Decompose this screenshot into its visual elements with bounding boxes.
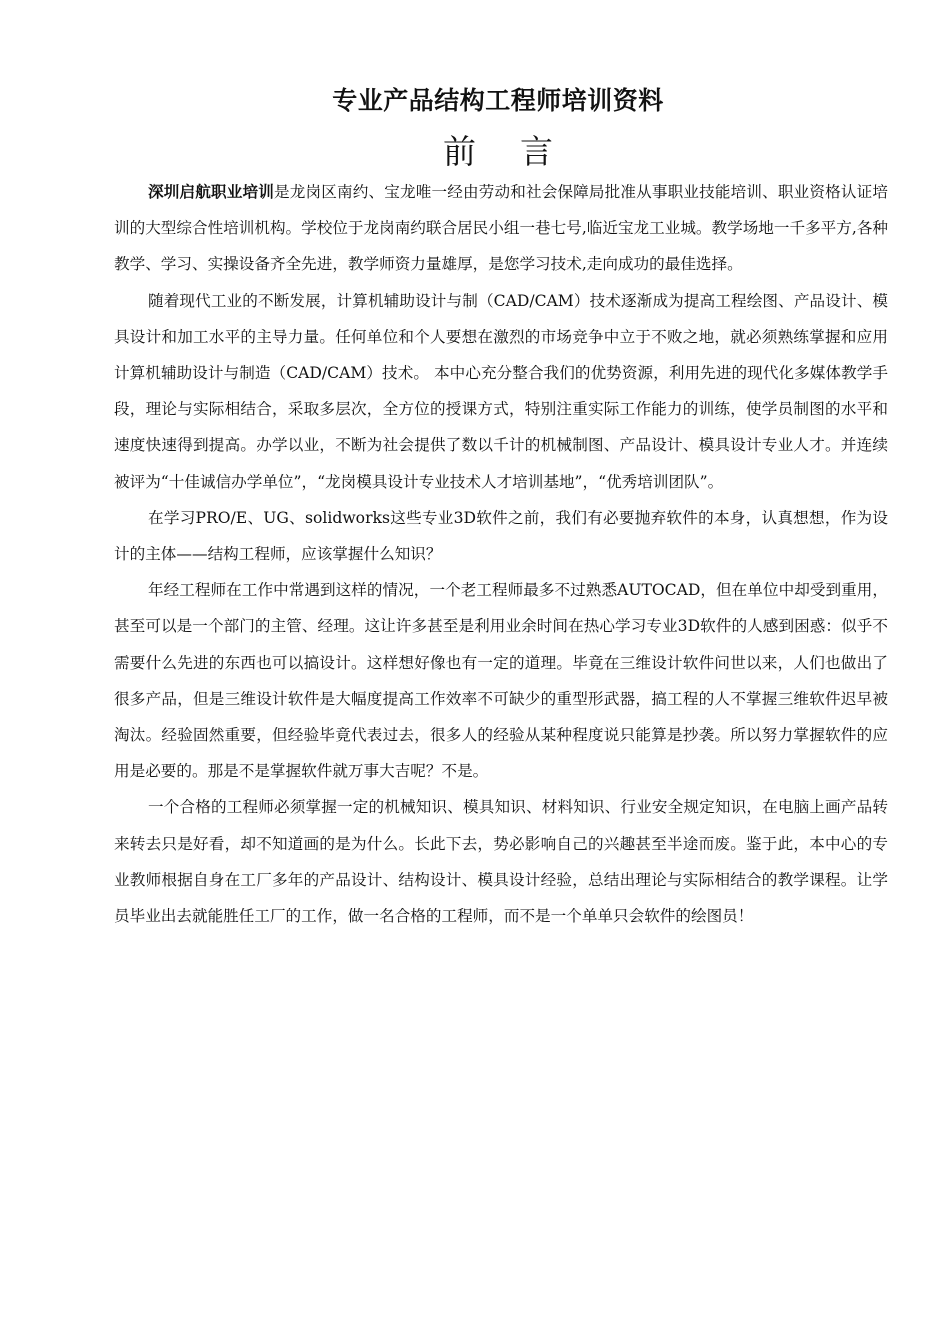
- paragraph-engineer-experience: [114, 572, 888, 789]
- document-body: [114, 174, 888, 934]
- heading-char: 前: [443, 132, 476, 171]
- paragraph-text: 年经工程师在工作中常遇到这样的情况，一个老工程师最多不过熟悉AUTOCAD，但在单位中却受到重用，甚至可以是一个部门的主管、经理。这让许多甚至是利用业余时间在热心学习专业3D软件的人感到困惑：似乎不需要什么先进的东西也可以搞设计。这样想好像也有一定的道理。毕竟在三维设计软件问世以来，人们也做出了很多产品，但是三维设计软件是大幅度提高工作效率不可缺少的重型形武器，搞工程的人不掌握三维软件迟早被淘汰。经验固然重要，但经验毕竟代表过去，很多人的经验从某种程度说只能算是抄袭。所以努力掌握软件的应用是必要的。那是不是掌握软件就万事大吉呢？不是。: [114, 581, 888, 781]
- paragraph-cad-cam: [114, 283, 888, 500]
- paragraph-text: 随着现代工业的不断发展，计算机辅助设计与制（CAD/CAM）技术逐渐成为提高工程绘图、产品设计、模具设计和加工水平的主导力量。任何单位和个人要想在激烈的市场竞争中立于不败之地，就必须熟练掌握和应用计算机辅助设计与制造（CAD/CAM）技术。 本中心充分整合我们的优势资源，利用先进的现代化多媒体教学手段，理论与实际相结合，采取多层次，全方位的授课方式，特别注重实际工作能力的训练，使学员制图的水平和速度快速得到提高。办学以业，不断为社会提供了数以千计的机械制图、产品设计、模具设计专业人才。并连续被评为“十佳诚信办学单位”，“龙岗模具设计专业技术人才培训基地”，“优秀培训团队”。: [114, 291, 888, 491]
- paragraph-text: 一个合格的工程师必须掌握一定的机械知识、模具知识、材料知识、行业安全规定知识，在电脑上画产品转来转去只是好看，却不知道画的是为什么。长此下去，势必影响自己的兴趣甚至半途而废。鉴于此，本中心的专业教师根据自身在工厂多年的产品设计、结构设计、模具设计经验，总结出理论与实际相结合的教学课程。让学员毕业出去就能胜任工厂的工作，做一名合格的工程师，而不是一个单单只会软件的绘图员！: [114, 798, 888, 926]
- document-title: 专业产品结构工程师培训资料: [332, 86, 664, 115]
- organization-name: 深圳启航职业培训: [148, 183, 274, 201]
- heading-char: 言: [520, 132, 553, 171]
- section-heading-preface: [0, 130, 950, 174]
- paragraph-qualified-engineer: [114, 789, 888, 934]
- paragraph-intro: [114, 174, 888, 283]
- paragraph-text: 是龙岗区南约、宝龙唯一经由劳动和社会保障局批准从事职业技能培训、职业资格认证培训的大型综合性培训机构。学校位于龙岗南约联合居民小组一巷七号,临近宝龙工业城。教学场地一千多平方,各种教学、学习、实操设备齐全先进，教学师资力量雄厚，是您学习技术,走向成功的最佳选择。: [114, 183, 889, 274]
- paragraph-software-question: [114, 500, 888, 572]
- paragraph-text: 在学习PRO/E、UG、solidworks这些专业3D软件之前，我们有必要抛弃软件的本身，认真想想，作为设计的主体——结构工程师，应该掌握什么知识？: [114, 508, 888, 564]
